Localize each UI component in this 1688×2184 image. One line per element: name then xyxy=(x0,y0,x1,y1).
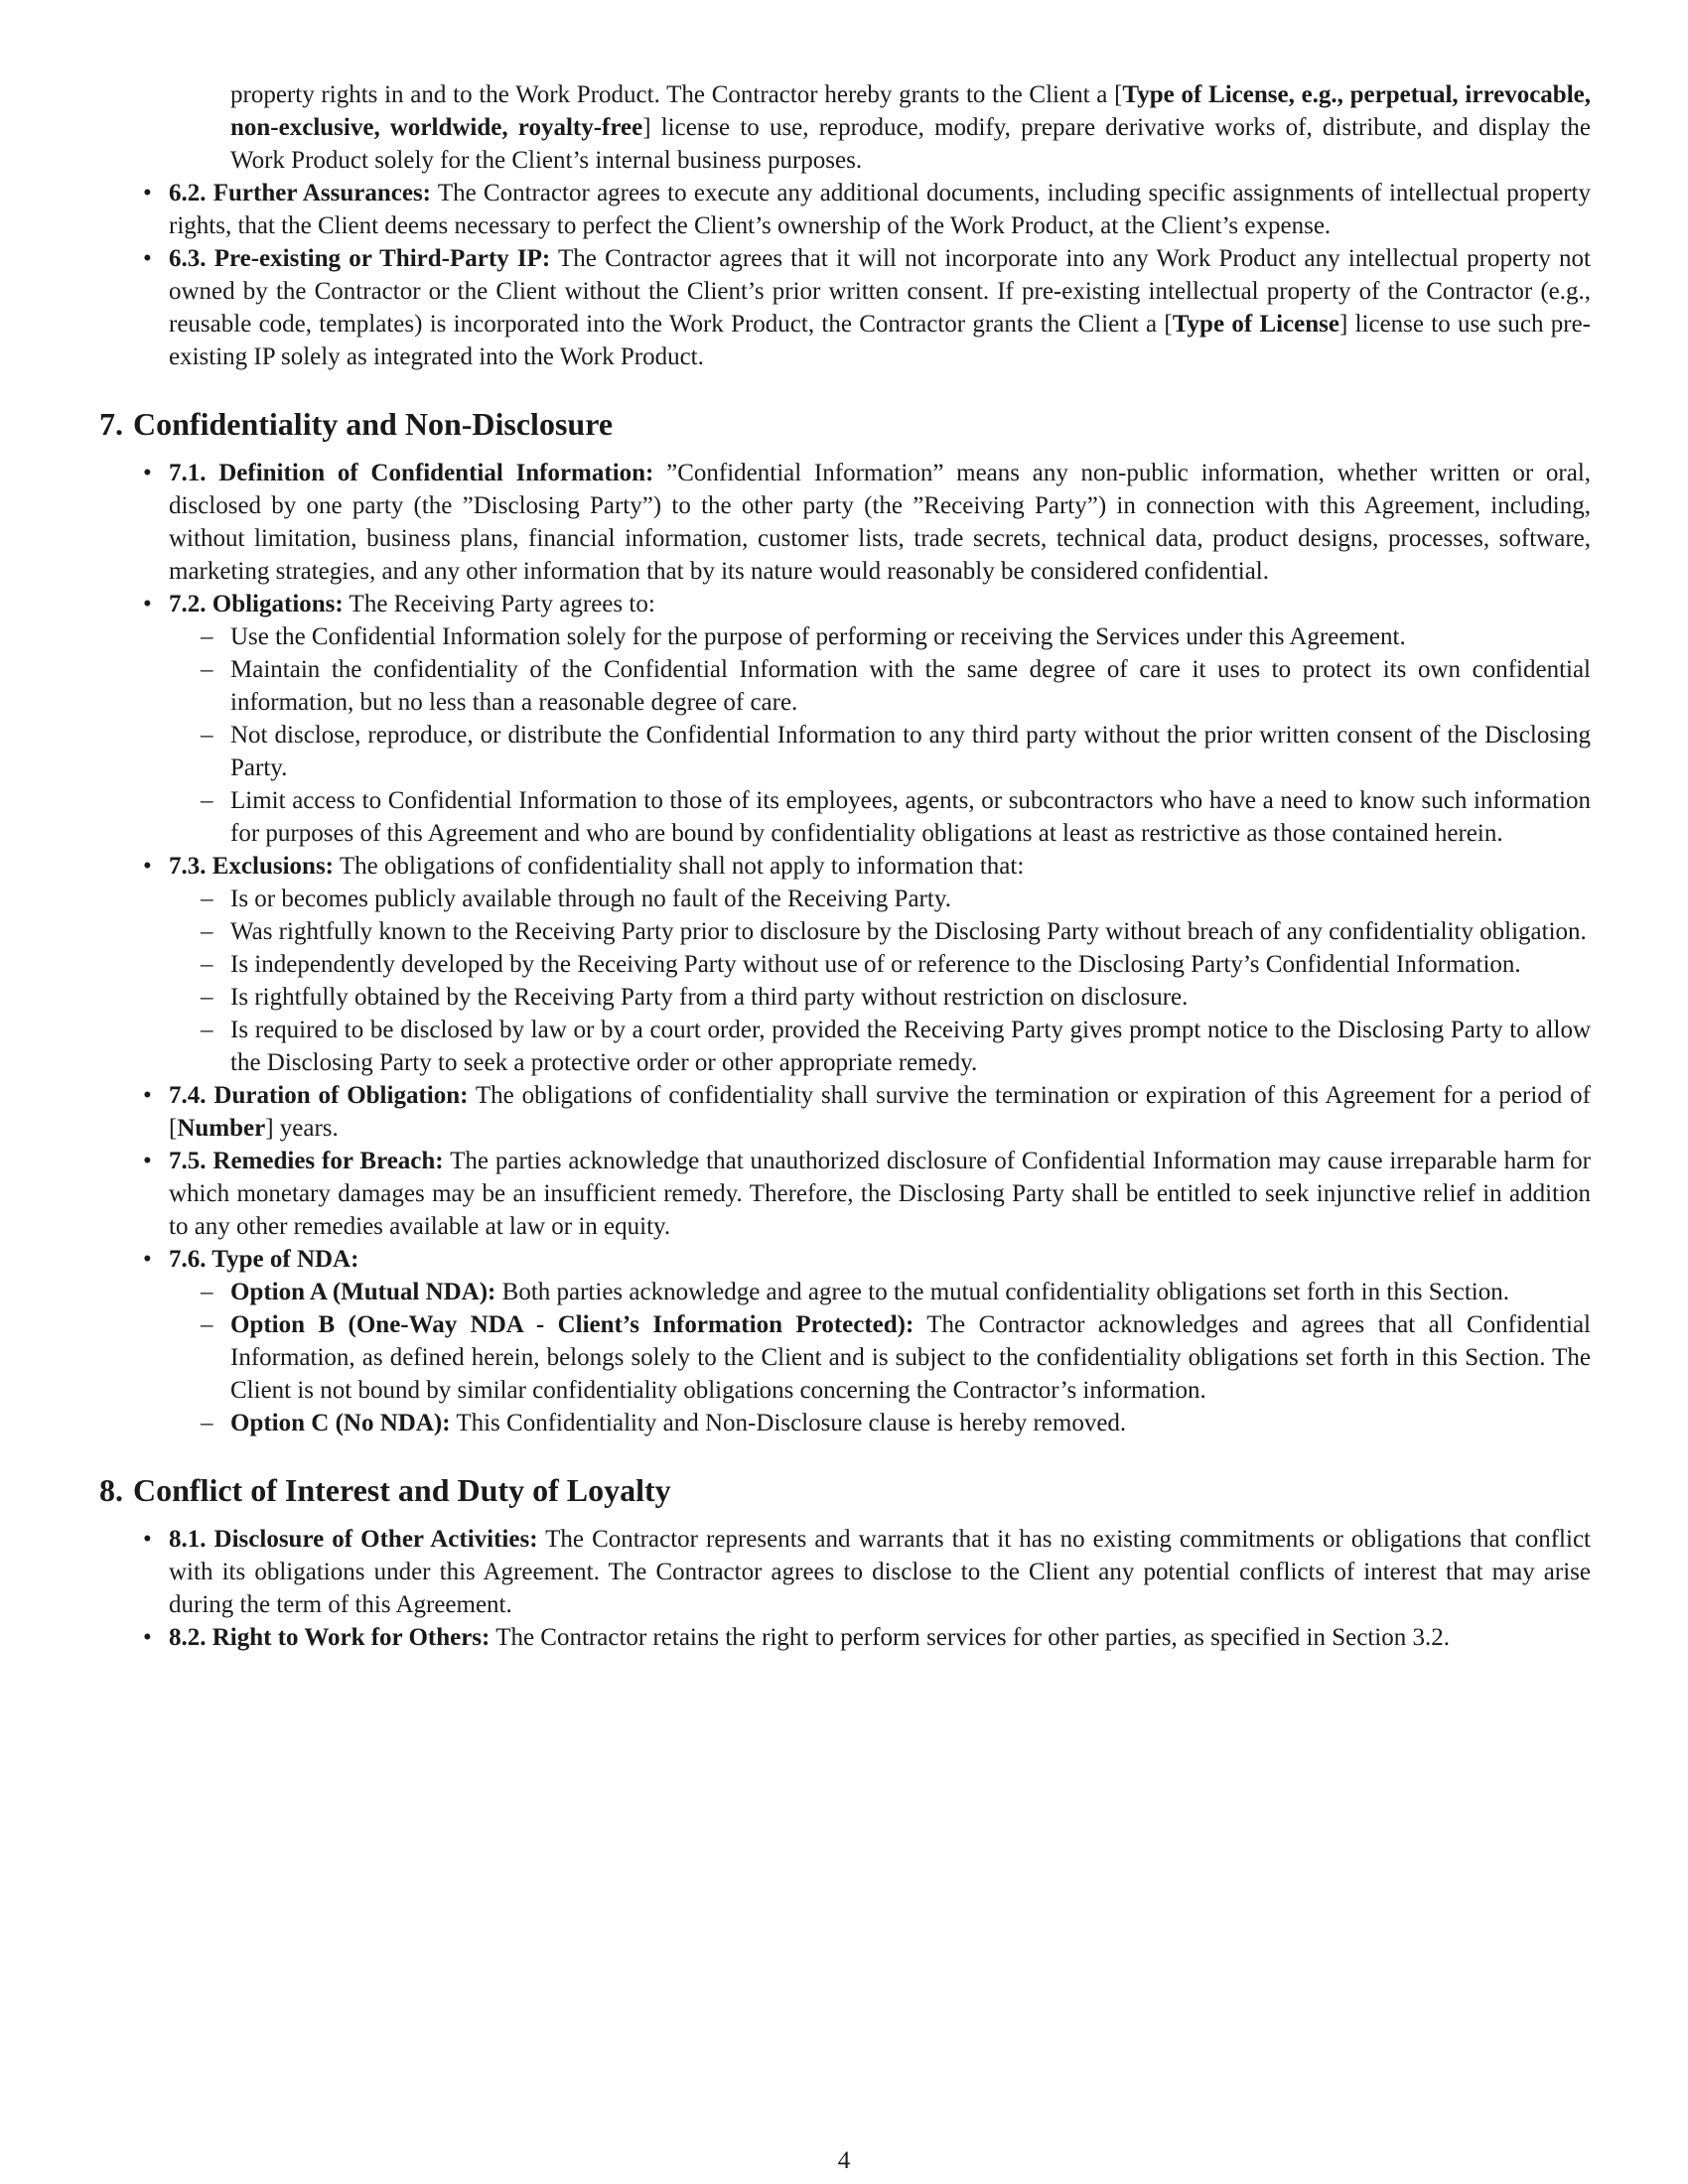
sub-item: – Was rightfully known to the Receiving Party prior to disclosure by the Disclosing Party without breach of any confidentiality obligation. xyxy=(230,915,1591,948)
clause-7-1 xyxy=(169,457,1591,588)
clause-label: 7.6. Type of NDA: xyxy=(169,1246,359,1273)
sub-item: – Is independently developed by the Receiving Party without use of or reference to the Disclosing Party’s Confidential Information. xyxy=(230,948,1591,981)
clause-8-2 xyxy=(169,1621,1591,1654)
clause-text: ] license to use such pre-existing IP solely as integrated into the Work Product. xyxy=(169,311,1591,370)
clause-7-4 xyxy=(169,1079,1591,1145)
placeholder-term: Type of License, e.g., perpetual, irrevocable, non-exclusive, worldwide, royalty-free xyxy=(230,81,1591,141)
page-content xyxy=(99,78,1591,1654)
option-label: Option B (One-Way NDA - Client’s Information Protected): xyxy=(230,1311,914,1338)
clause-label: 7.5. Remedies for Breach: xyxy=(169,1148,444,1174)
clause-text: The Contractor retains the right to perform services for other parties, as specified in Section 3.2. xyxy=(495,1624,1450,1651)
clause-7-2 xyxy=(169,588,1591,850)
option-text: This Confidentiality and Non-Disclosure clause is hereby removed. xyxy=(456,1410,1127,1436)
clause-label: 8.2. Right to Work for Others: xyxy=(169,1624,491,1651)
clause-text: The Contractor represents and warrants that it has no existing commitments or obligations that conflict with its obligations under this Agreement. The Contractor agrees to disclose to the Client any potential conflicts of interest that may arise during the term of this Agreement. xyxy=(169,1526,1591,1618)
section-title: Conflict of Interest and Duty of Loyalty xyxy=(133,1472,671,1508)
sub-item: – Limit access to Confidential Information to those of its employees, agents, or subcontractors who have a need to know such information for purposes of this Agreement and who are bound by confidentiality obligations at least as restrictive as those contained herein. xyxy=(230,784,1591,850)
clause-text: ] license to use, reproduce, modify, prepare derivative works of, distribute, and display the Work Product solely for the Client’s internal business purposes. xyxy=(230,114,1591,174)
clause-6-2 xyxy=(169,177,1591,242)
clause-text: property rights in and to the Work Product. The Contractor hereby grants to the Client a [ xyxy=(230,81,1123,108)
clause-label: 7.1. Definition of Confidential Information: xyxy=(169,460,654,486)
clause-7-3-sublist xyxy=(169,883,1591,1079)
option-text: The Contractor acknowledges and agrees that all Confidential Information, as defined herein, belongs solely to the Client and is subject to the confidentiality obligations set forth in this Section. The Client is not bound by similar confidentiality obligations concerning the Contractor’s information. xyxy=(230,1311,1591,1404)
option-label: Option A (Mutual NDA): xyxy=(230,1279,496,1305)
placeholder-term: Number xyxy=(177,1115,266,1142)
clause-7-2-sublist xyxy=(169,620,1591,850)
sub-item: – Is required to be disclosed by law or by a court order, provided the Receiving Party gives prompt notice to the Disclosing Party to allow the Disclosing Party to seek a protective order or other appropriate remedy. xyxy=(230,1014,1591,1079)
nda-options-list xyxy=(169,1276,1591,1439)
clause-text: The Contractor agrees to execute any additional documents, including specific assignments of intellectual property rights, that the Client deems necessary to perfect the Client’s ownership of the Work Product, at the Client’s expense. xyxy=(169,180,1591,239)
sub-item: – Maintain the confidentiality of the Confidential Information with the same degree of care it uses to protect its own confidential information, but no less than a reasonable degree of care. xyxy=(230,653,1591,719)
clause-text: The Receiving Party agrees to: xyxy=(349,591,655,617)
nda-option-b xyxy=(230,1308,1591,1407)
clause-7-3 xyxy=(169,850,1591,1079)
section-number: 8. xyxy=(99,1472,123,1508)
clause-label: 7.3. Exclusions: xyxy=(169,853,335,880)
sub-item: – Use the Confidential Information solely for the purpose of performing or receiving the Services under this Agreement. xyxy=(230,620,1591,653)
clause-text: The obligations of confidentiality shall not apply to information that: xyxy=(339,853,1025,880)
clause-text: The obligations of confidentiality shall survive the termination or expiration of this Agreement for a period of [ xyxy=(169,1082,1591,1142)
nda-option-a xyxy=(230,1276,1591,1308)
clause-label: 8.1. Disclosure of Other Activities: xyxy=(169,1526,538,1553)
page-number: 4 xyxy=(837,2147,851,2174)
option-text: Both parties acknowledge and agree to the mutual confidentiality obligations set forth in this Section. xyxy=(501,1279,1509,1305)
clause-label: 6.3. Pre-existing or Third-Party IP: xyxy=(169,245,551,272)
clause-text: The parties acknowledge that unauthorized disclosure of Confidential Information may cause irreparable harm for which monetary damages may be an insufficient remedy. Therefore, the Disclosing Party shall be entitled to seek injunctive relief in addition to any other remedies available at law or in equity. xyxy=(169,1148,1591,1240)
section-8-heading xyxy=(99,1470,1591,1510)
clause-label: 7.4. Duration of Obligation: xyxy=(169,1082,469,1109)
section-7-list xyxy=(99,457,1591,1439)
sub-item: – Not disclose, reproduce, or distribute the Confidential Information to any third party without the prior written consent of the Disclosing Party. xyxy=(230,719,1591,784)
clause-label: 7.2. Obligations: xyxy=(169,591,344,617)
clause-6-1-continuation xyxy=(99,78,1591,177)
section-6-list xyxy=(99,177,1591,373)
option-label: Option C (No NDA): xyxy=(230,1410,451,1436)
section-8-list xyxy=(99,1523,1591,1654)
sub-item: – Is or becomes publicly available through no fault of the Receiving Party. xyxy=(230,883,1591,915)
clause-text: ”Confidential Information” means any non-public information, whether written or oral, disclosed by one party (the ”Disclosing Party”) to the other party (the ”Receiving Party”) in connection with this Agreement, including, without limitation, business plans, financial information, customer lists, trade secrets, technical data, product designs, processes, software, marketing strategies, and any other information that by its nature would reasonably be considered confidential. xyxy=(169,460,1592,585)
clause-7-6 xyxy=(169,1243,1591,1439)
section-title: Confidentiality and Non-Disclosure xyxy=(133,406,614,442)
sub-item: – Is rightfully obtained by the Receiving Party from a third party without restriction on disclosure. xyxy=(230,981,1591,1014)
clause-6-3 xyxy=(169,242,1591,373)
section-7-heading xyxy=(99,404,1591,444)
clause-text: ] years. xyxy=(265,1115,339,1142)
nda-option-c xyxy=(230,1407,1591,1439)
clause-7-5 xyxy=(169,1145,1591,1243)
clause-label: 6.2. Further Assurances: xyxy=(169,180,432,206)
placeholder-term: Type of License xyxy=(1172,311,1339,338)
clause-8-1 xyxy=(169,1523,1591,1621)
section-number: 7. xyxy=(99,406,123,442)
clause-text: The Contractor agrees that it will not incorporate into any Work Product any intellectual property not owned by the Contractor or the Client without the Client’s prior written consent. If pre-existing intellectual property of the Contractor (e.g., reusable code, templates) is incorporated into the Work Product, the Contractor grants the Client a [ xyxy=(169,245,1592,338)
